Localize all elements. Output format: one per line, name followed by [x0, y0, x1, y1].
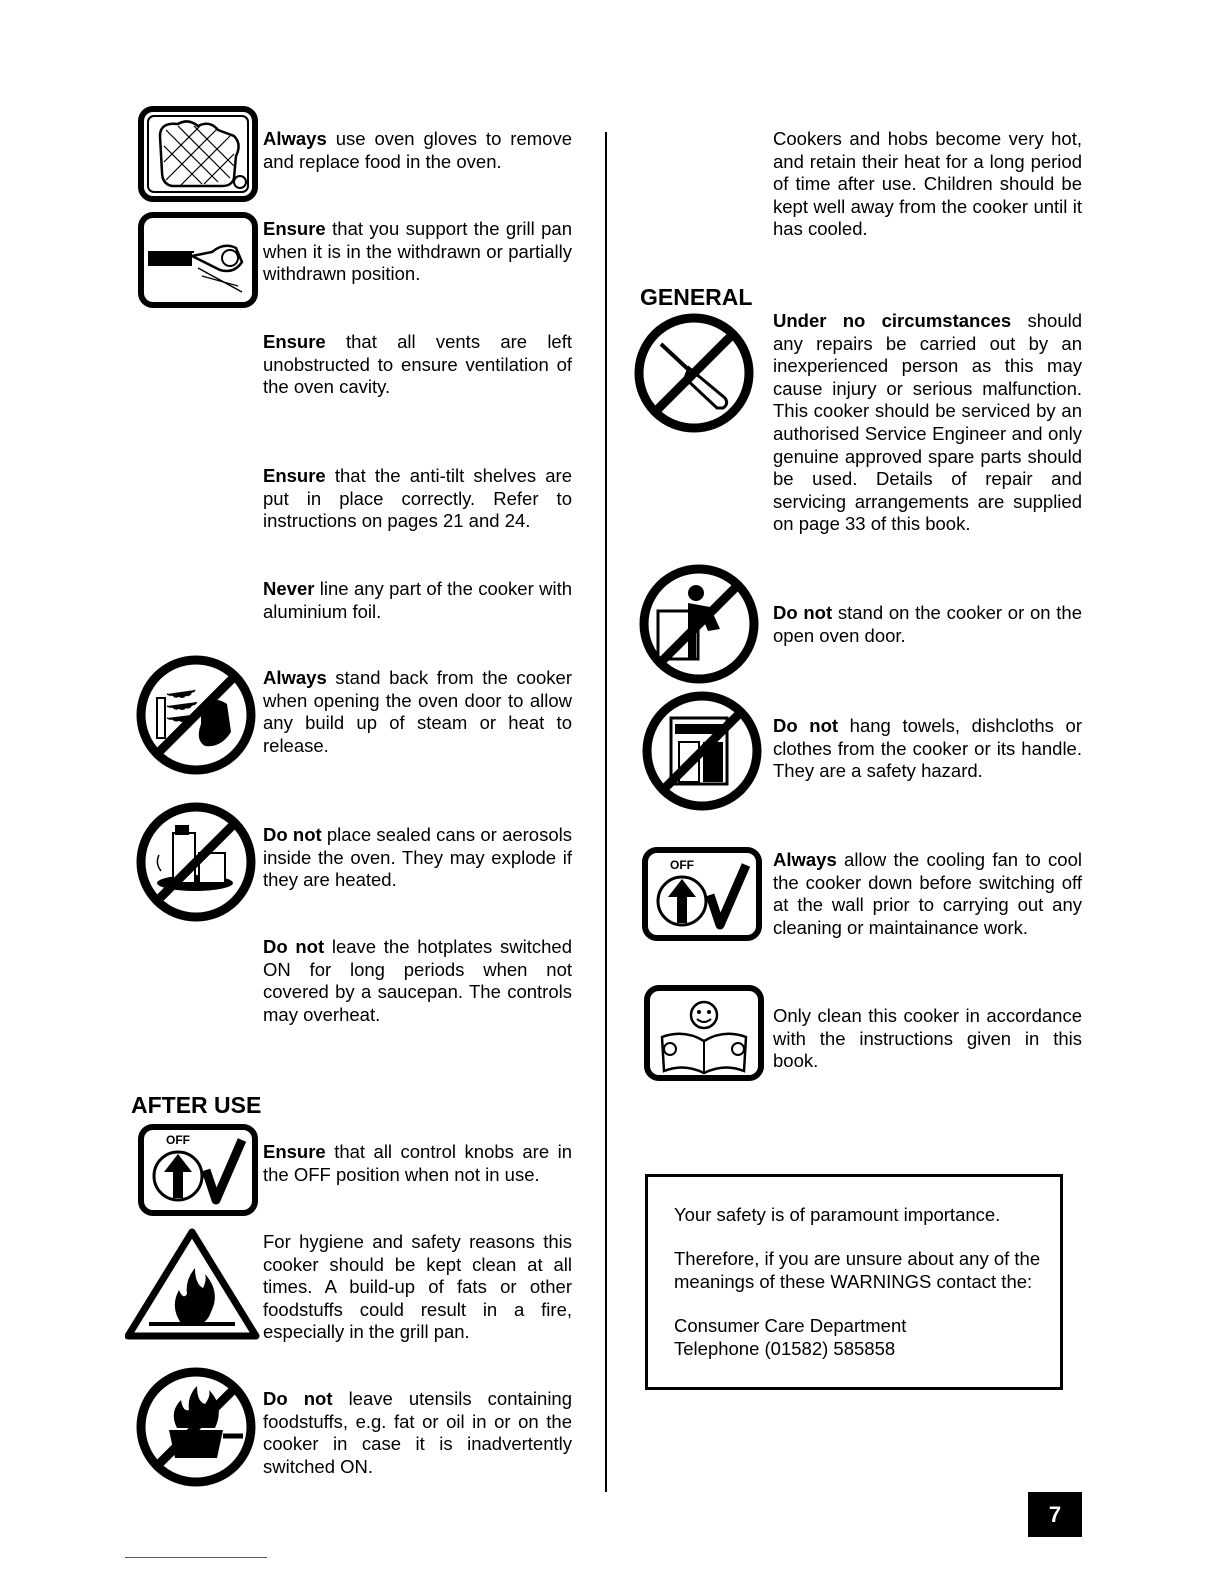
- notice-line: Telephone (01582) 585858: [674, 1338, 896, 1359]
- warning-text: For hygiene and safety reasons this cooker should be kept clean at all times. A build-up of fats or other foodstuffs could result in a fire, especially in the grill pan.: [263, 1231, 572, 1343]
- warning-text: that all vents are left unobstructed to ensure ventilation of the oven cavity.: [263, 331, 572, 398]
- notice-line: Your safety is of paramount importance.: [674, 1204, 1001, 1225]
- warning-text: leave utensils containing foodstuffs, e.g. fat or oil in or on the cooker in case it is inadvertently switched ON.: [263, 1388, 573, 1477]
- notice-line: Therefore, if you are unsure about any of the: [674, 1248, 1041, 1269]
- warning-lead: Do not: [773, 715, 839, 736]
- warning-text: that you support the grill pan when it is in the withdrawn or partially withdrawn position.: [263, 218, 572, 285]
- page-number: 7: [1028, 1492, 1082, 1537]
- fire-hazard-icon: [125, 1228, 260, 1340]
- warning-text: Cookers and hobs become very hot, and retain their heat for a long period of time after use. Children should be kept well away from the cooker until it has cooled.: [773, 128, 1082, 240]
- notice-line: Consumer Care Department: [674, 1315, 907, 1336]
- warning-text: place sealed cans or aerosols inside the oven. They may explode if they are heated.: [263, 824, 572, 891]
- warning-lead: Always: [773, 849, 837, 870]
- grill-pan-icon: [138, 212, 258, 308]
- pan-fire-prohibited-icon: [135, 1366, 257, 1488]
- warning-text: Only clean this cooker in accordance with the instructions given in this book.: [773, 1005, 1082, 1072]
- cooling-fan-warning: [773, 849, 1082, 939]
- warning-text: that all control knobs are in the OFF position when not in use.: [263, 1141, 572, 1185]
- warning-text: use oven gloves to remove and replace food in the oven.: [263, 128, 572, 172]
- bottom-rule: [125, 1557, 267, 1558]
- warning-lead: Never: [263, 578, 315, 599]
- off-switch-check-icon: [138, 1124, 258, 1216]
- warning-lead: Ensure: [263, 331, 326, 352]
- column-divider: [605, 132, 607, 1492]
- grill-pan-warning: [263, 218, 572, 286]
- off-label: OFF: [166, 1133, 190, 1147]
- warning-lead: Do not: [263, 936, 325, 957]
- off-label: OFF: [670, 858, 694, 872]
- warning-lead: Do not: [263, 824, 322, 845]
- warning-lead: Ensure: [263, 465, 326, 486]
- cleaning-instructions-note: [773, 1005, 1082, 1073]
- warning-lead: Under no circumstances: [773, 310, 1012, 331]
- off-switch-check-icon: [642, 847, 762, 941]
- warning-lead: Ensure: [263, 1141, 326, 1162]
- oven-glove-icon: [138, 106, 258, 202]
- after-use-heading: AFTER USE: [131, 1092, 262, 1118]
- anti-tilt-warning: [263, 465, 572, 533]
- sealed-cans-prohibited-icon: [135, 801, 257, 923]
- warning-text: allow the cooling fan to cool the cooker down before switching off at the wall prior to carrying out any cleaning or maintainance work.: [773, 849, 1082, 938]
- control-knobs-warning: [263, 1141, 572, 1186]
- utensils-warning: [263, 1388, 572, 1478]
- warning-text: line any part of the cooker with aluminium foil.: [263, 578, 572, 622]
- standing-prohibited-icon: [638, 563, 760, 685]
- warning-text: should any repairs be carried out by an inexperienced person as this may cause injury or serious malfunction. This cooker should be serviced by an authorised Service Engineer and only genuine approved spare parts should be used. Details of repair and servicing arrangements are supplied on page 33 of this book.: [773, 310, 1083, 535]
- warning-lead: Do not: [773, 602, 833, 623]
- warning-lead: Ensure: [263, 218, 326, 239]
- warning-text: stand back from the cooker when opening the oven door to allow any build up of steam or heat to release.: [263, 667, 572, 756]
- steam-warning: [263, 667, 572, 757]
- notice-line: meanings of these WARNINGS contact the:: [674, 1271, 1033, 1292]
- repairs-warning: [773, 310, 1082, 536]
- general-heading: GENERAL: [640, 284, 753, 310]
- hygiene-warning: [263, 1231, 572, 1344]
- hotplates-warning: [263, 936, 572, 1026]
- towels-prohibited-icon: [641, 690, 763, 812]
- warning-lead: Do not: [263, 1388, 333, 1409]
- read-instructions-icon: [644, 985, 764, 1081]
- warning-text: hang towels, dishcloths or clothes from the cooker or its handle. They are a safety hazard.: [773, 715, 1082, 782]
- warning-text: that the anti-tilt shelves are put in place correctly. Refer to instructions on pages 21 and 24.: [263, 465, 572, 532]
- warning-text: leave the hotplates switched ON for long periods when not covered by a saucepan. The controls may overheat.: [263, 936, 572, 1025]
- safety-notice-box: [645, 1174, 1063, 1390]
- standing-warning: [773, 602, 1082, 647]
- towels-warning: [773, 715, 1082, 783]
- hot-cooker-warning: [773, 128, 1082, 241]
- screwdriver-prohibited-icon: [633, 312, 755, 434]
- steam-prohibited-icon: [135, 654, 257, 776]
- warning-text: stand on the cooker or on the open oven door.: [773, 602, 1082, 646]
- warning-lead: Always: [263, 667, 327, 688]
- sealed-cans-warning: [263, 824, 572, 892]
- vents-warning: [263, 331, 572, 399]
- oven-gloves-warning: [263, 128, 572, 173]
- warning-lead: Always: [263, 128, 327, 149]
- foil-warning: [263, 578, 572, 623]
